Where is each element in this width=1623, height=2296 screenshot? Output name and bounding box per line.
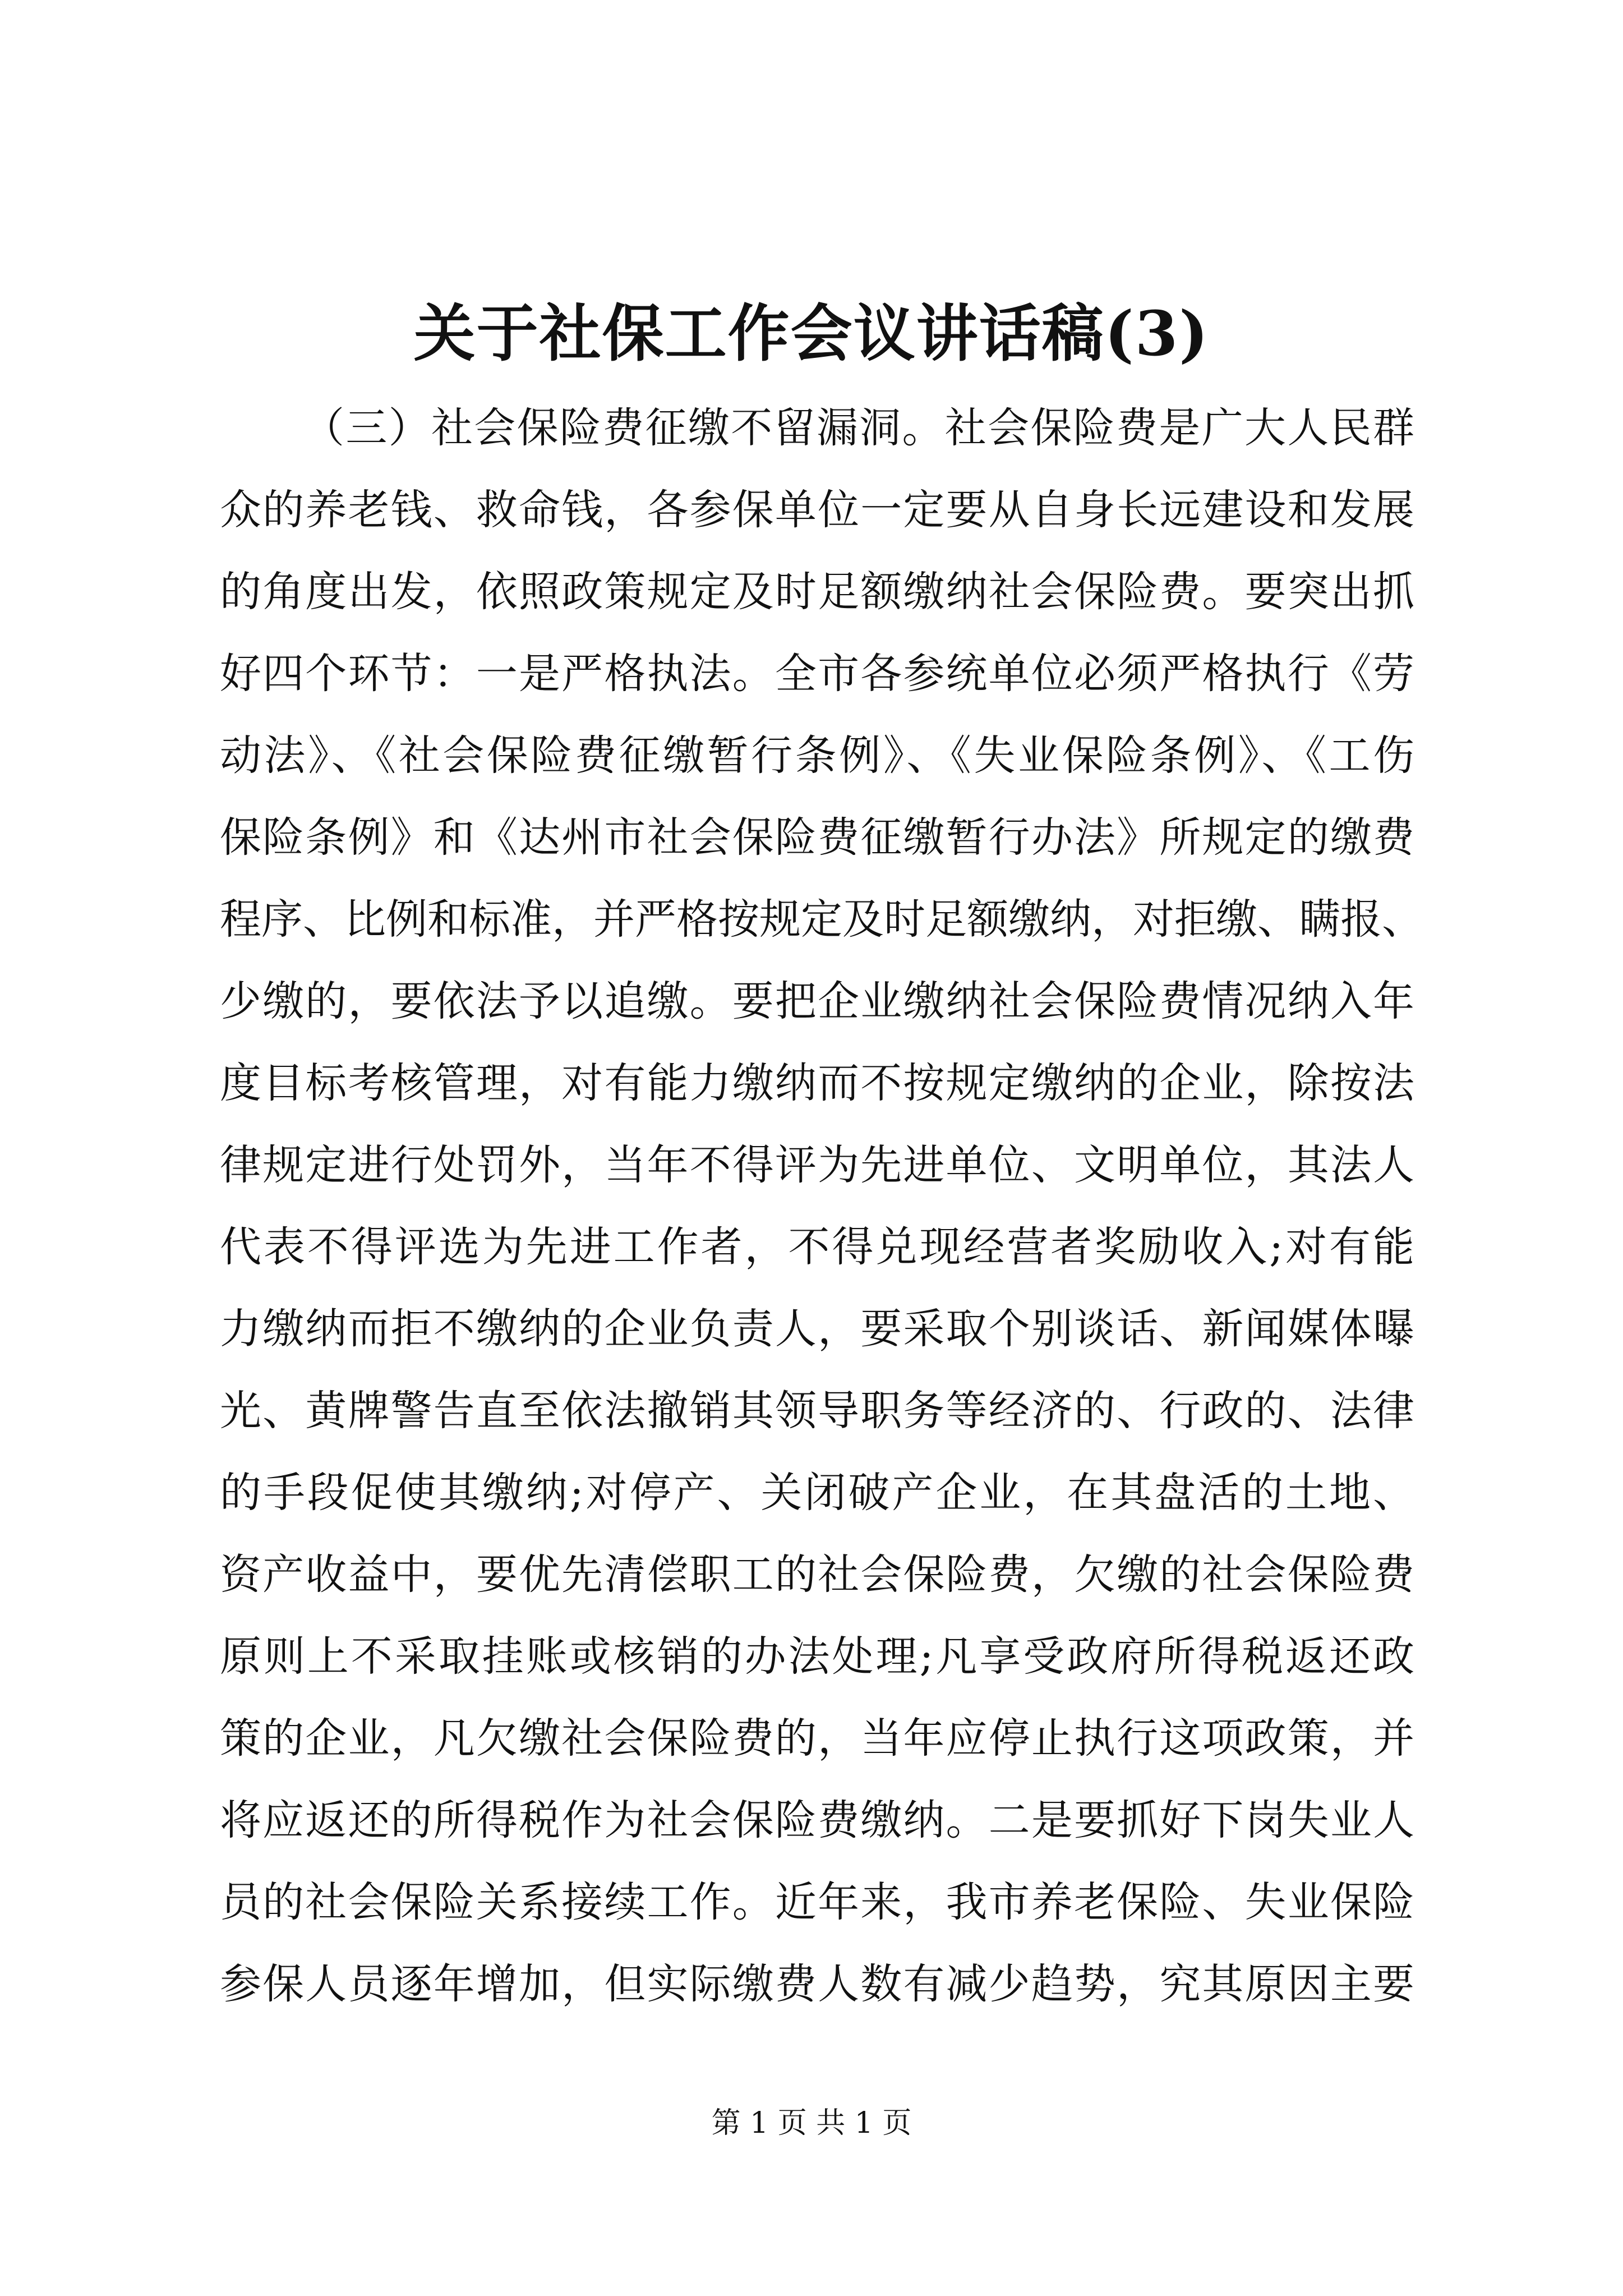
body-line: 少缴的，要依法予以追缴。要把企业缴纳社会保险费情况纳入年 bbox=[220, 977, 1414, 1025]
body-line: 力缴纳而拒不缴纳的企业负责人，要采取个别谈话、新闻媒体曝 bbox=[220, 1305, 1414, 1353]
body-line: 代表不得评选为先进工作者，不得兑现经营者奖励收入;对有能 bbox=[220, 1223, 1414, 1271]
body-line: 程序、比例和标准，并严格按规定及时足额缴纳，对拒缴、瞒报、 bbox=[220, 895, 1423, 944]
body-line: 原则上不采取挂账或核销的办法处理;凡享受政府所得税返还政 bbox=[220, 1632, 1414, 1681]
body-line: 资产收益中，要优先清偿职工的社会保险费，欠缴的社会保险费 bbox=[220, 1550, 1414, 1599]
body-line: 的角度出发，依照政策规定及时足额缴纳社会保险费。要突出抓 bbox=[220, 568, 1414, 616]
body-line: 保险条例》和《达州市社会保险费征缴暂行办法》所规定的缴费 bbox=[220, 813, 1414, 862]
body-line: 好四个环节：一是严格执法。全市各参统单位必须严格执行《劳 bbox=[220, 650, 1414, 698]
body-line: 参保人员逐年增加，但实际缴费人数有减少趋势，究其原因主要 bbox=[220, 1960, 1414, 2008]
body-line: 动法》、《社会保险费征缴暂行条例》、《失业保险条例》、《工伤 bbox=[220, 731, 1414, 780]
page-number-footer: 第 1 页 共 1 页 bbox=[711, 2106, 912, 2140]
body-line: 的手段促使其缴纳;对停产、关闭破产企业，在其盘活的土地、 bbox=[220, 1469, 1414, 1517]
body-line: 策的企业，凡欠缴社会保险费的，当年应停止执行这项政策，并 bbox=[220, 1714, 1414, 1763]
document-title: 关于社保工作会议讲话稿(3) bbox=[413, 297, 1210, 370]
body-line: 律规定进行处罚外，当年不得评为先进单位、文明单位，其法人 bbox=[220, 1141, 1414, 1189]
document-body bbox=[220, 387, 1423, 2025]
body-line: 光、黄牌警告直至依法撤销其领导职务等经济的、行政的、法律 bbox=[220, 1387, 1414, 1435]
body-line: 将应返还的所得税作为社会保险费缴纳。二是要抓好下岗失业人 bbox=[220, 1796, 1414, 1844]
body-line: （三）社会保险费征缴不留漏洞。社会保险费是广大人民群 bbox=[303, 404, 1414, 452]
body-line: 员的社会保险关系接续工作。近年来，我市养老保险、失业保险 bbox=[220, 1878, 1414, 1926]
body-line: 度目标考核管理，对有能力缴纳而不按规定缴纳的企业，除按法 bbox=[220, 1059, 1414, 1107]
body-line: 众的养老钱、救命钱，各参保单位一定要从自身长远建设和发展 bbox=[220, 486, 1414, 534]
